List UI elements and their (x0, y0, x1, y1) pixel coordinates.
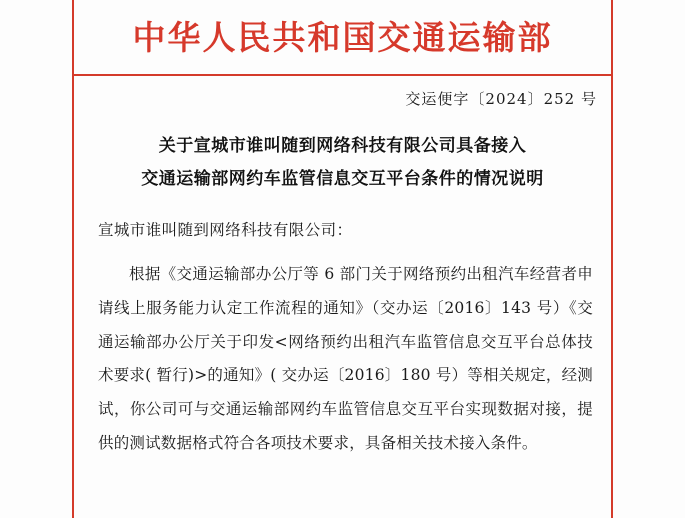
right-margin-rule (611, 0, 613, 518)
document-number: 交运便字〔2024〕252 号 (405, 90, 597, 108)
document-title-line-1: 关于宣城市谁叫随到网络科技有限公司具备接入 (158, 136, 527, 156)
document-body (98, 258, 593, 461)
header-divider (72, 74, 613, 76)
letterhead (72, 18, 613, 58)
document-title (92, 130, 593, 196)
body-paragraph-1: 根据《交通运输部办公厅等 6 部门关于网络预约出租汽车经营者申请线上服务能力认定工作流程的通知》（交办运〔2016〕143 号）《交通运输部办公厅关于印发<网络预约出租汽车监管信息交互平台总体技术要求( 暂行)>的通知》( 交办运〔2016〕180 号）等相关规定，经测试，你公司可与交通运输部网约车监管信息交互平台实现数据对接，提供的测试数据格式符合各项技术要求，具备相关技术接入条件。 (98, 265, 593, 452)
letterhead-title: 中华人民共和国交通运输部 (132, 18, 553, 57)
recipient-line: 宣城市谁叫随到网络科技有限公司： (98, 221, 353, 239)
document-title-line-2: 交通运输部网约车监管信息交互平台条件的情况说明 (141, 169, 544, 190)
left-margin-rule (72, 0, 74, 518)
